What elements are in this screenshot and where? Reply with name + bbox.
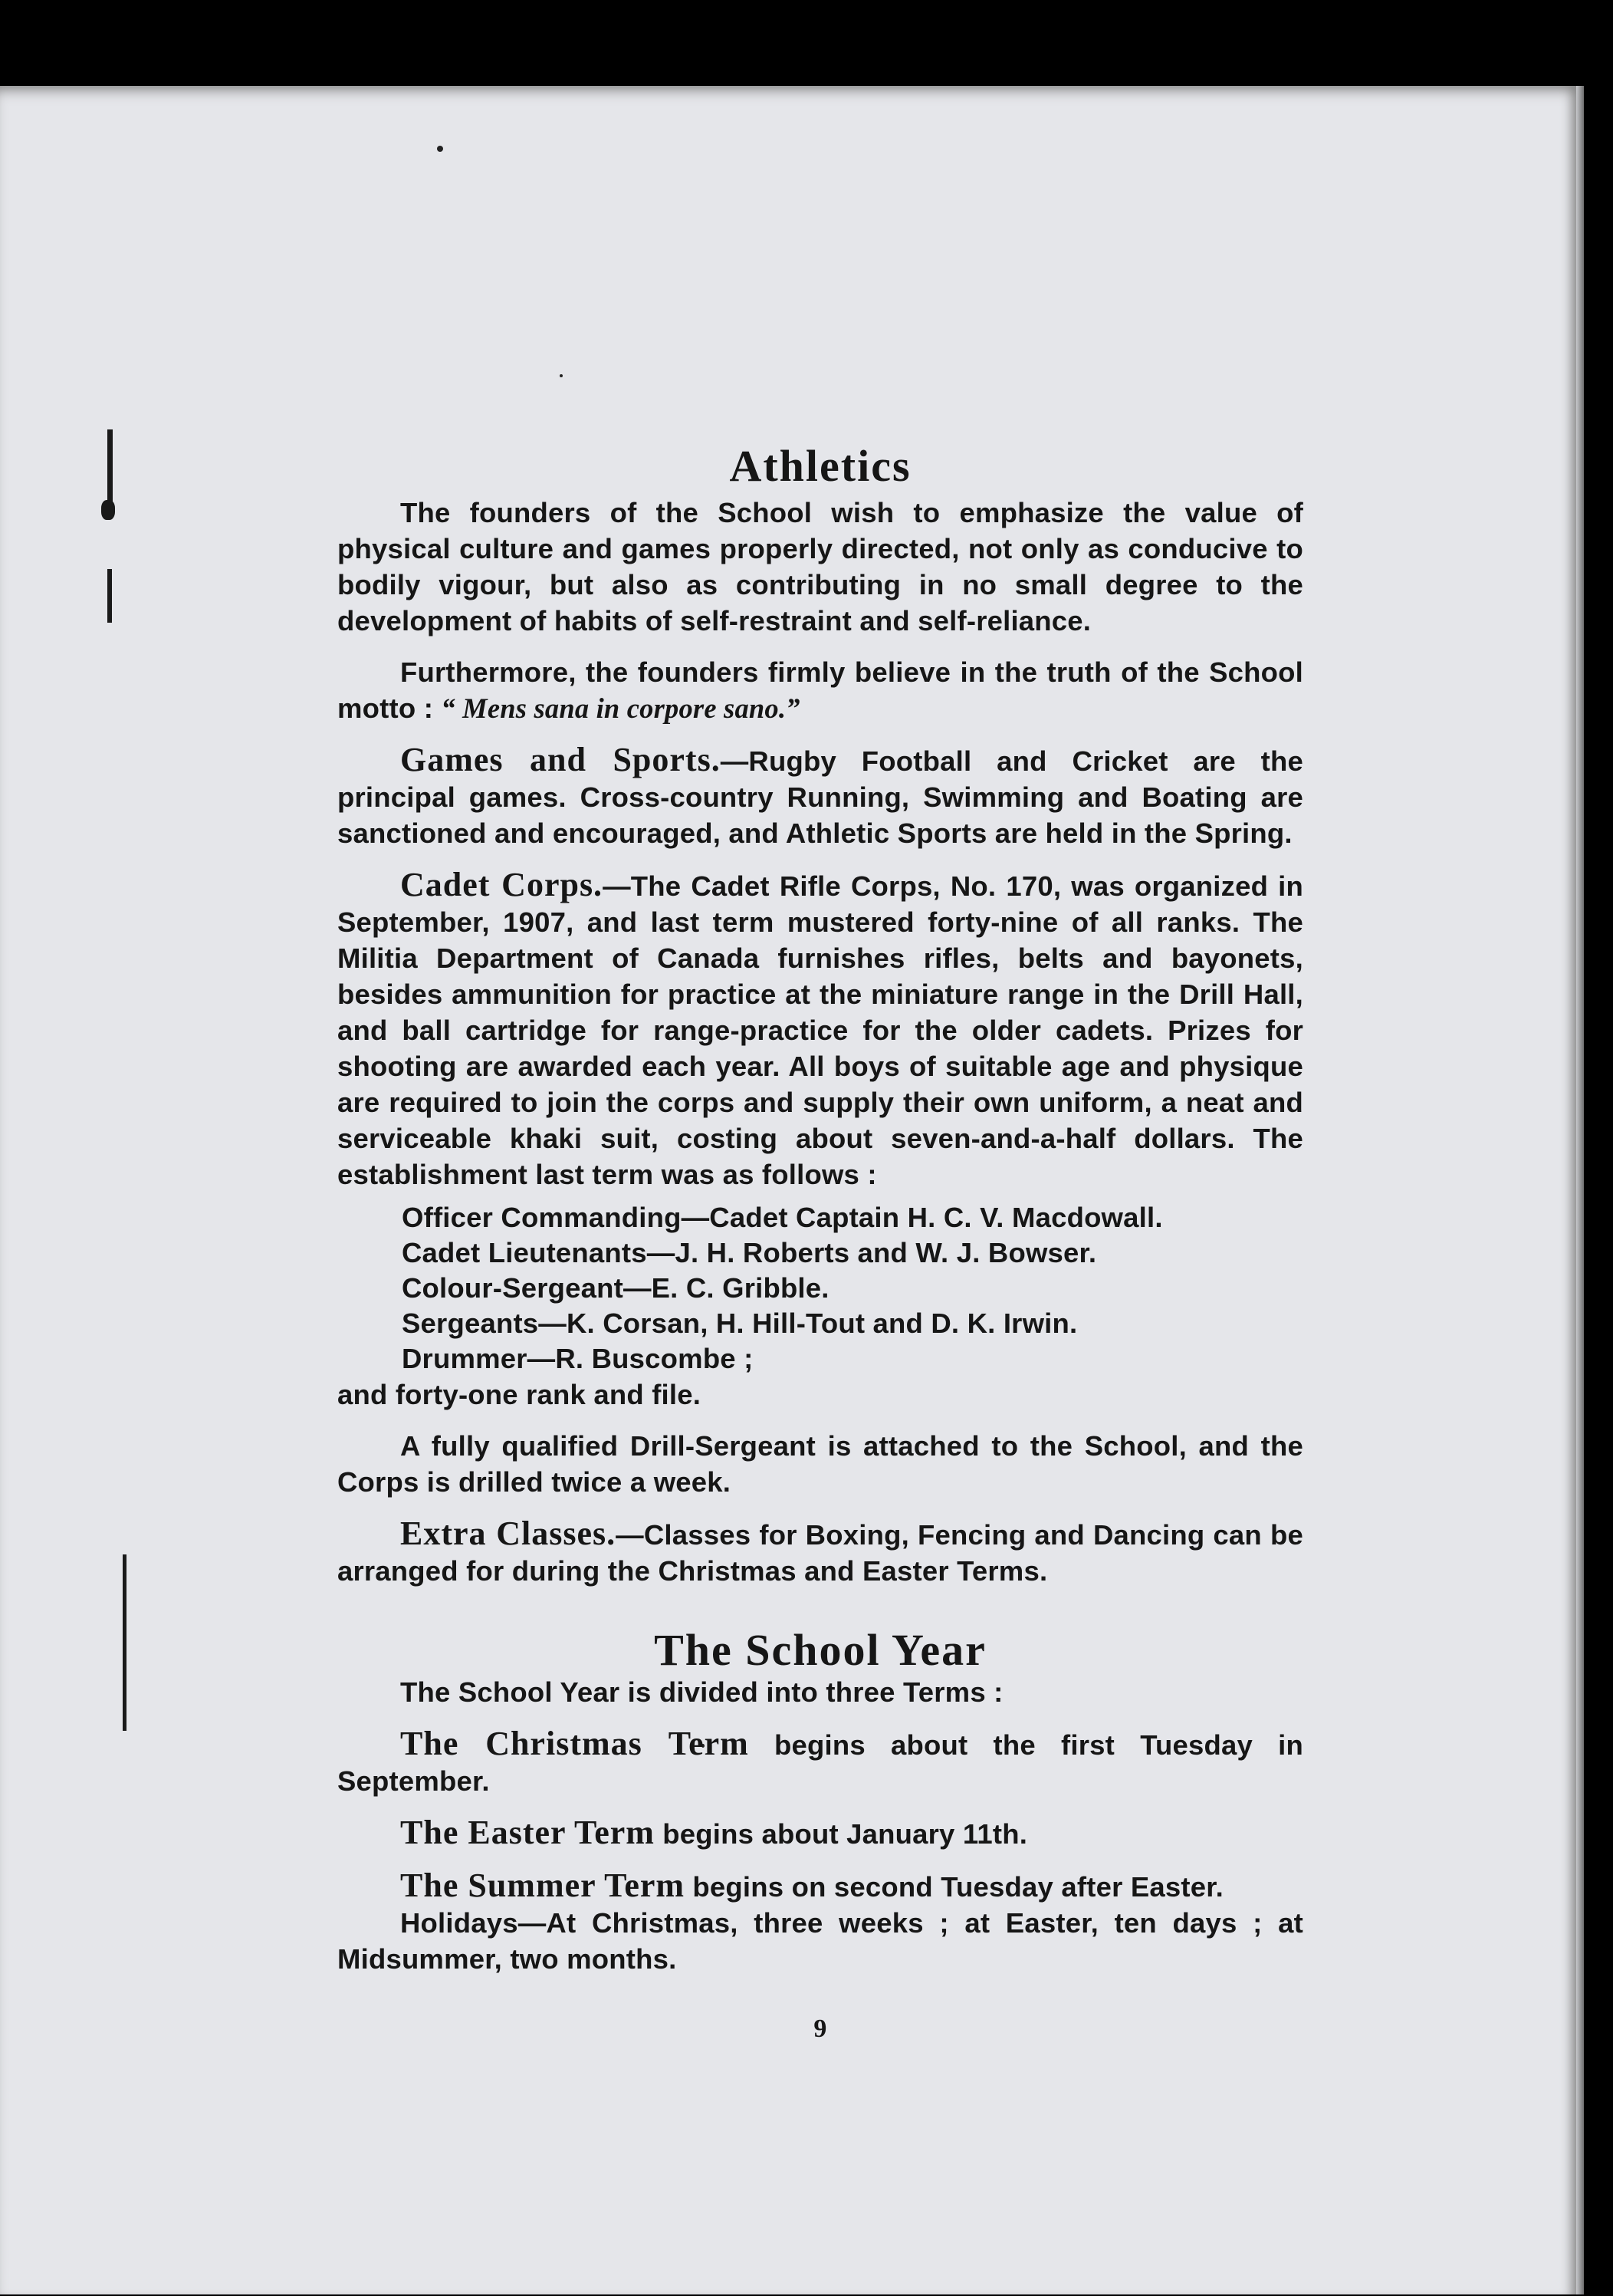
easter-term-heading: The Easter Term <box>400 1814 655 1851</box>
ink-speck <box>437 146 443 152</box>
page-number: 9 <box>813 2015 827 2043</box>
page-content <box>337 423 1303 2047</box>
summer-term <box>337 1867 1303 1905</box>
extra-heading: Extra Classes. <box>400 1515 616 1552</box>
extra-paragraph <box>337 1515 1303 1589</box>
roster-line: Officer Commanding—Cadet Captain H. C. V. Macdowall. <box>402 1202 1163 1233</box>
summer-term-text: begins on second Tuesday after Easter. <box>685 1871 1224 1903</box>
games-text: —Rugby Football and Cricket are the principal games. Cross-country Running, Swimming and Boating are sanctioned and encouraged, and Athletic Sports are held in the Spring. <box>337 745 1304 849</box>
school-year-intro: The School Year is divided into three Terms : <box>400 1676 1004 1708</box>
binding-mark <box>107 569 112 623</box>
cadet-text: —The Cadet Rifle Corps, No. 170, was organized in September, 1907, and last term mustered forty-nine of all ranks. The Militia Department of Canada furnishes rifles, belts and bayonets, besides ammunition for practice at the miniature range in the Drill Hall, and ball cartridge for range-practice for the older cadets. Prizes for shooting are awarded each year. All boys of suitable age and physique are required to join the corps and supply their own uniform, a neat and serviceable khaki suit, costing about seven-and-a-half dollars. The establishment last term was as follows : <box>337 870 1303 1190</box>
games-heading: Games and Sports. <box>400 741 721 778</box>
extra-text: —Classes for Boxing, Fencing and Dancing can be arranged for during the Christmas and Easter Terms. <box>337 1519 1303 1587</box>
games-paragraph <box>337 742 1303 851</box>
school-year-heading: The School Year <box>654 1625 987 1675</box>
holidays-paragraph: Holidays—At Christmas, three weeks ; at Easter, ten days ; at Midsummer, two months. <box>337 1907 1303 1975</box>
roster-line: Sergeants—K. Corsan, H. Hill-Tout and D. K. Irwin. <box>402 1308 1078 1339</box>
athletics-paragraph-1: The founders of the School wish to emphasize the value of physical culture and games properly directed, not only as conducive to bodily vigour, but also as contributing in no small degree to the development of habits of self-restraint and self-reliance. <box>337 497 1303 636</box>
binding-mark <box>101 500 115 520</box>
school-motto: “ Mens sana in corpore sano.” <box>441 692 800 724</box>
athletics-paragraph-2 <box>337 654 1303 726</box>
roster-line: Drummer—R. Buscombe ; <box>402 1343 754 1374</box>
christmas-term-text: begins about the first Tuesday in September. <box>337 1729 1303 1797</box>
summer-term-heading: The Summer Term <box>400 1867 685 1904</box>
christmas-term-heading: The Christmas Term <box>400 1725 749 1762</box>
cadet-heading: Cadet Corps. <box>400 866 603 903</box>
binding-mark <box>123 1554 126 1731</box>
christmas-term <box>337 1725 1303 1799</box>
cadet-paragraph <box>337 867 1303 1192</box>
roster-line: Colour-Sergeant—E. C. Gribble. <box>402 1272 829 1304</box>
easter-term-text: begins about January 11th. <box>654 1818 1028 1850</box>
athletics-heading: Athletics <box>729 441 912 491</box>
motto-intro: Furthermore, the founders firmly believe in the truth of the School motto : <box>337 656 1303 724</box>
page-edge-shadow <box>1576 86 1584 2294</box>
easter-term <box>337 1814 1303 1852</box>
roster-line: Cadet Lieutenants—J. H. Roberts and W. J. Bowser. <box>402 1237 1097 1268</box>
roster-end: and forty-one rank and file. <box>337 1379 701 1410</box>
scanned-page <box>0 86 1579 2294</box>
drill-paragraph: A fully qualified Drill-Sergeant is attached to the School, and the Corps is drilled twice a week. <box>337 1430 1303 1498</box>
ink-speck <box>560 374 563 377</box>
cadet-roster <box>337 1200 1303 1377</box>
